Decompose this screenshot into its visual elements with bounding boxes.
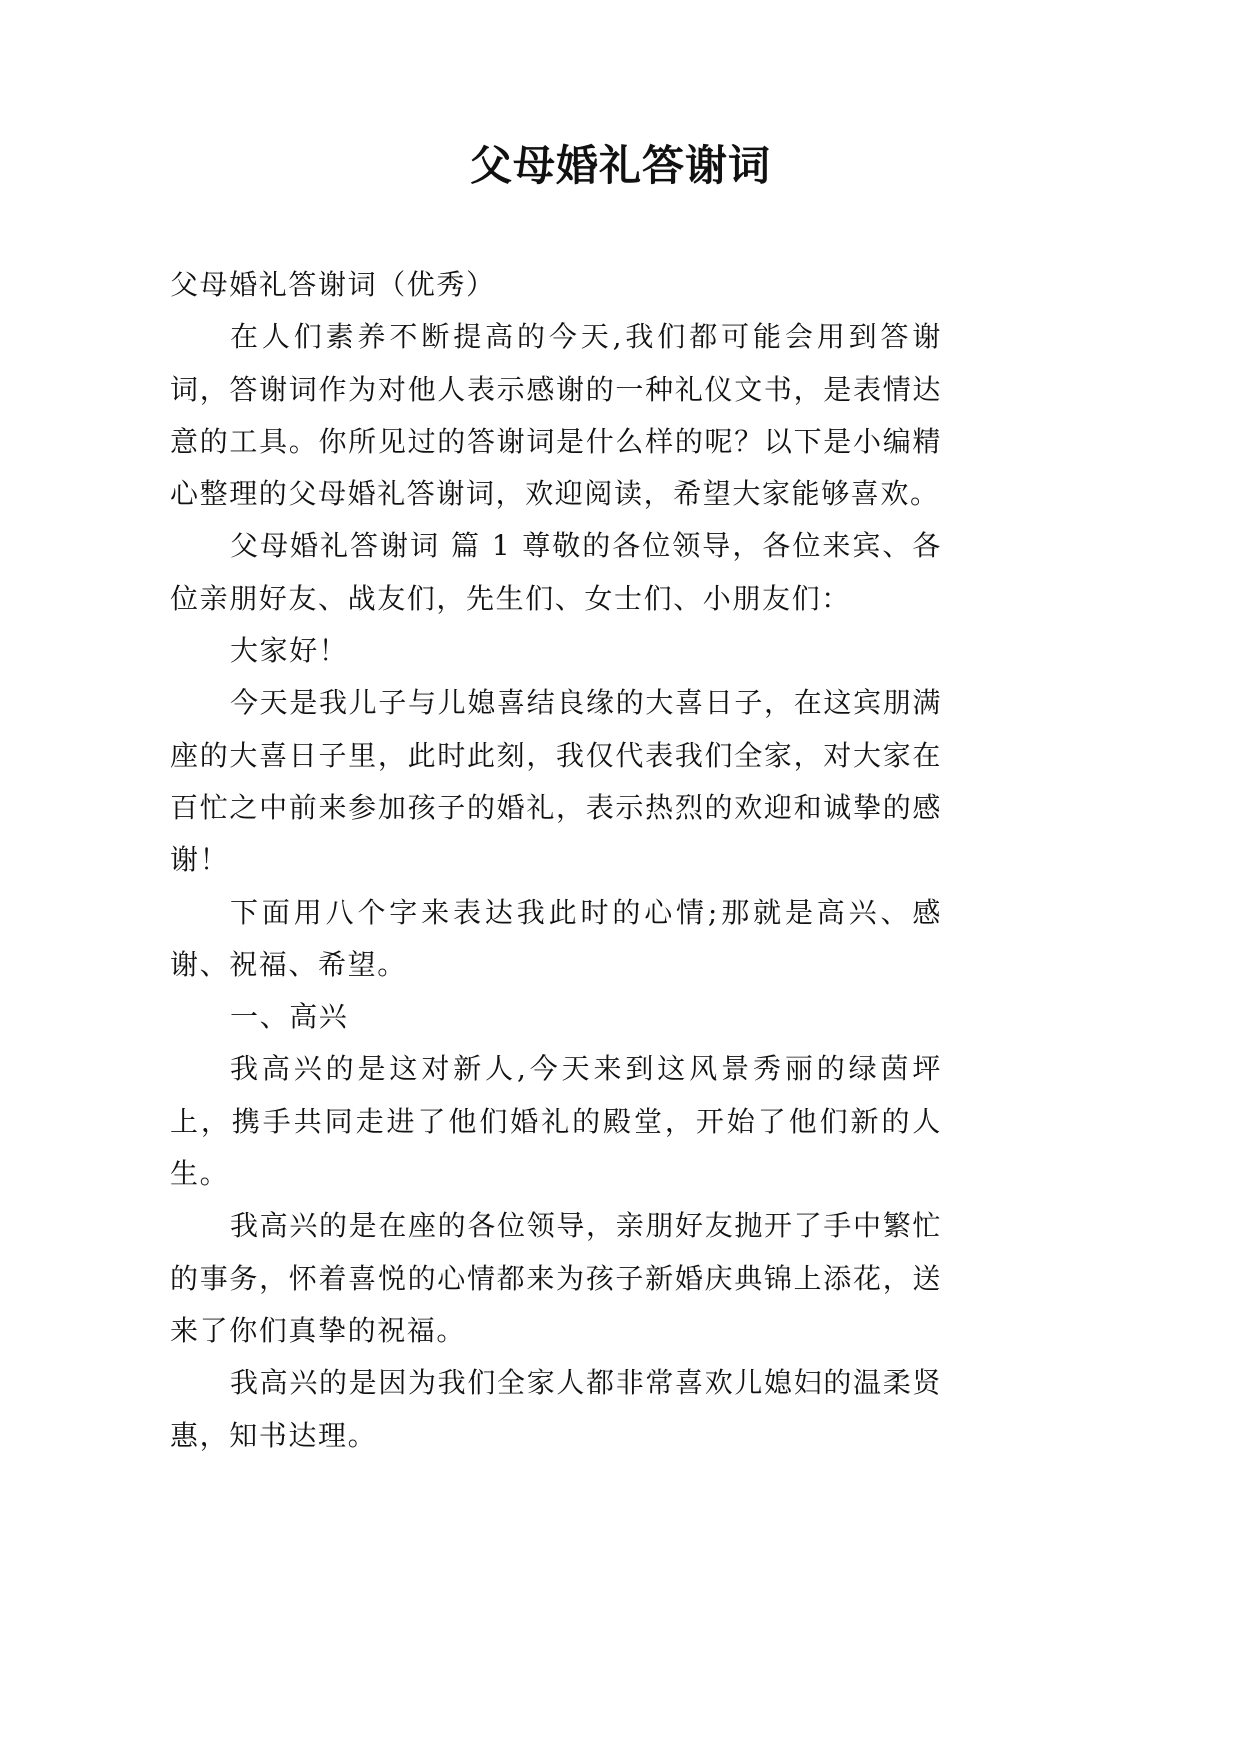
paragraph-salutation: 父母婚礼答谢词 篇 1 尊敬的各位领导，各位来宾、各位亲朋好友、战友们，先生们、女士们、小朋友们： bbox=[170, 529, 942, 615]
paragraph-feelings: 下面用八个字来表达我此时的心情;那就是高兴、感谢、祝福、希望。 bbox=[170, 895, 942, 981]
section-heading-happy: 一、高兴 bbox=[230, 1000, 349, 1034]
paragraph-happy-family: 我高兴的是因为我们全家人都非常喜欢儿媳妇的温柔贤惠，知书达理。 bbox=[170, 1366, 942, 1452]
paragraph-welcome: 今天是我儿子与儿媳喜结良缘的大喜日子，在这宾朋满座的大喜日子里，此时此刻，我仅代表我们全家，对大家在百忙之中前来参加孩子的婚礼，表示热烈的欢迎和诚挚的感谢！ bbox=[170, 686, 942, 877]
document-subtitle: 父母婚礼答谢词（优秀） bbox=[170, 268, 496, 301]
paragraph-greeting: 大家好！ bbox=[230, 634, 349, 668]
paragraph-happy-couple: 我高兴的是这对新人,今天来到这风景秀丽的绿茵坪上，携手共同走进了他们婚礼的殿堂，开始了他们新的人生。 bbox=[170, 1052, 942, 1191]
paragraph-intro: 在人们素养不断提高的今天,我们都可能会用到答谢词，答谢词作为对他人表示感谢的一种礼仪文书，是表情达意的工具。你所见过的答谢词是什么样的呢？以下是小编精心整理的父母婚礼答谢词，欢迎阅读，希望大家能够喜欢。 bbox=[170, 320, 942, 511]
paragraph-happy-guests: 我高兴的是在座的各位领导，亲朋好友抛开了手中繁忙的事务，怀着喜悦的心情都来为孩子新婚庆典锦上添花，送来了你们真挚的祝福。 bbox=[170, 1209, 942, 1347]
document-title: 父母婚礼答谢词 bbox=[469, 141, 771, 190]
document-body bbox=[170, 259, 942, 1462]
